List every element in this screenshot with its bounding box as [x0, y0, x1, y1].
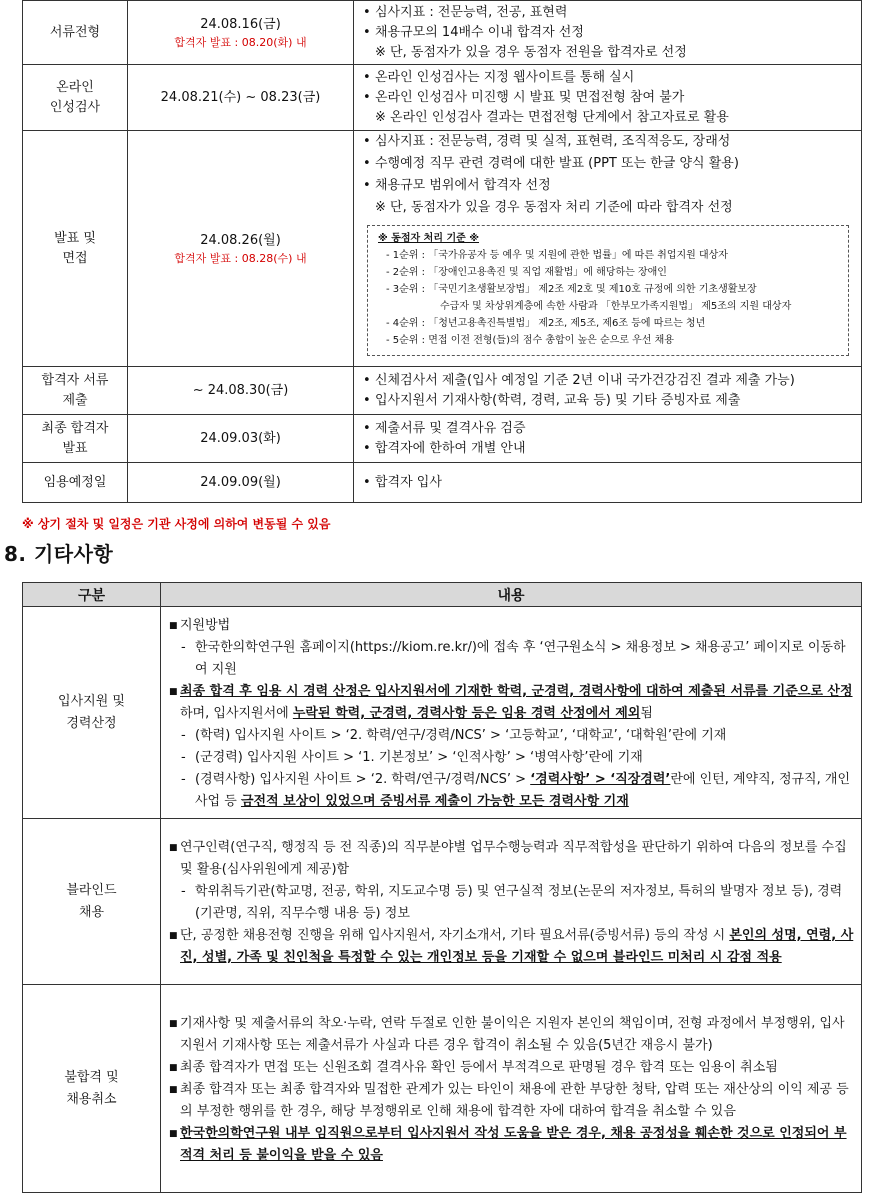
etc-category-label: 채용취소 — [66, 1091, 117, 1107]
tiebreak-line: - 1순위 : 「국가유공자 등 예우 및 지원에 관한 법률」에 따른 취업지원 대상자 — [386, 250, 728, 261]
stage-label: 최종 합격자 — [41, 420, 109, 436]
etc-item — [169, 1123, 855, 1167]
etc-subitem — [169, 881, 855, 925]
etc-item — [169, 925, 855, 969]
etc-header-row — [23, 583, 862, 607]
etc-content-cell — [161, 607, 862, 819]
date-text: 24.08.26(월) — [200, 232, 281, 248]
stage-label: 합격자 서류 — [41, 372, 109, 388]
stage-label: 면접 — [62, 250, 88, 266]
tiebreak-box — [367, 225, 849, 356]
detail-item: • 제출서류 및 결격사유 검증 — [361, 419, 861, 439]
tiebreak-line: 수급자 및 차상위계층에 속한 사람과 「한부모가족지원법」 제5조의 지원 대상자 — [440, 301, 792, 312]
etc-subitem — [169, 637, 855, 681]
detail-item: • 신체검사서 제출(입사 예정일 기준 2년 이내 국가건강검진 결과 제출 가능) — [361, 371, 861, 391]
stage-label: 임용예정일 — [43, 474, 107, 490]
body-text: 하며, 입사지원서에 — [180, 705, 293, 721]
body-text: 단, 공정한 채용전형 진행을 위해 입사지원서, 자기소개서, 기타 필요서류(증빙서류) 등의 작성 시 — [180, 927, 730, 943]
schedule-row — [23, 1, 862, 65]
stage-cell — [23, 131, 128, 367]
date-cell — [128, 367, 354, 415]
body-text: 지원방법 — [180, 617, 231, 633]
etc-item — [169, 1057, 855, 1079]
stage-label: 발표 및 — [54, 230, 96, 246]
stage-cell — [23, 65, 128, 131]
tiebreak-line: - 5순위 : 면접 이전 전형(들)의 점수 총합이 높은 순으로 우선 채용 — [386, 335, 674, 346]
date-cell — [128, 415, 354, 463]
date-cell — [128, 65, 354, 131]
date-cell — [128, 463, 354, 503]
detail-item: • 온라인 인성검사 미진행 시 발표 및 면접전형 참여 불가 — [361, 88, 861, 108]
announcement-note: 합격자 발표 : 08.20(화) 내 — [174, 35, 307, 49]
detail-list — [361, 68, 861, 128]
body-text: 최종 합격자 또는 최종 합격자와 밀접한 관계가 있는 타인이 채용에 관한 부당한 청탁, 압력 또는 재산상의 이익 제공 등의 부정한 행위를 한 경우, 해당 부정행위로 인해 채용에 합격한 자에 대하여 합격을 취소할 수 있음 — [180, 1081, 849, 1119]
detail-cell — [354, 65, 862, 131]
body-text: (군경력) 입사지원 사이트 > ‘1. 기본정보’ > ‘인적사항’ > ‘병역사항’란에 기재 — [195, 749, 643, 765]
date-text: 24.08.21(수) ~ 08.23(금) — [160, 89, 321, 105]
detail-item: • 채용규모 범위에서 합격자 선정 — [361, 175, 861, 197]
schedule-row — [23, 463, 862, 503]
tiebreak-title: ※ 동점자 처리 기준 ※ — [378, 233, 479, 244]
stage-label: 온라인 — [56, 79, 94, 95]
detail-cell — [354, 1, 862, 65]
detail-list — [361, 419, 861, 459]
detail-cell — [354, 131, 862, 367]
etc-item — [169, 615, 855, 637]
detail-list — [361, 473, 861, 493]
emphasis-text: 최종 합격 후 임용 시 경력 산정은 입사지원서에 기재한 학력, 군경력, 경력사항에 대하여 제출된 서류를 기준으로 산정 — [180, 683, 853, 699]
etc-category-label: 블라인드 — [66, 882, 117, 898]
etc-category-label: 채용 — [78, 904, 105, 920]
detail-list — [361, 3, 861, 63]
schedule-row — [23, 65, 862, 131]
body-text: (경력사항) 입사지원 사이트 > ‘2. 학력/연구/경력/NCS’ > — [195, 771, 531, 787]
detail-cell — [354, 367, 862, 415]
body-text: 됨 — [640, 705, 653, 721]
stage-label: 서류전형 — [49, 24, 101, 40]
etc-row — [23, 819, 862, 985]
etc-category-cell — [23, 607, 161, 819]
tiebreak-line: - 2순위 : 「장애인고용촉진 및 직업 재활법」에 해당하는 장애인 — [386, 267, 667, 278]
etc-item — [169, 1079, 855, 1123]
stage-cell — [23, 463, 128, 503]
detail-item: • 합격자에 한하여 개별 안내 — [361, 439, 861, 459]
etc-content-cell — [161, 985, 862, 1193]
body-text: 기재사항 및 제출서류의 착오·누락, 연락 두절로 인한 불이익은 지원자 본인의 책임이며, 전형 과정에서 부정행위, 입사지원서 기재사항 또는 제출서류가 사실과 다른 경우 합격이 취소될 수 있음(5년간 재응시 불가) — [180, 1015, 845, 1053]
etc-subitem — [169, 725, 855, 747]
body-text: 학위취득기관(학교명, 전공, 학위, 지도교수명 등) 및 연구실적 정보(논문의 저자정보, 특허의 발명자 정보 등), 경력(기관명, 직위, 직무수행 내용 등) 정보 — [195, 883, 843, 921]
date-text: 24.08.16(금) — [200, 16, 281, 32]
stage-cell — [23, 1, 128, 65]
detail-item: • 채용규모의 14배수 이내 합격자 선정 — [361, 23, 861, 43]
etc-row — [23, 985, 862, 1193]
stage-label: 제출 — [62, 392, 88, 408]
etc-subitem — [169, 747, 855, 769]
etc-category-cell — [23, 985, 161, 1193]
detail-note: ※ 단, 동점자가 있을 경우 동점자 전원을 합격자로 선정 — [375, 44, 687, 60]
detail-item: • 온라인 인성검사는 지정 웹사이트를 통해 실시 — [361, 68, 861, 88]
stage-label: 발표 — [62, 440, 88, 456]
etc-subitem — [169, 769, 855, 813]
body-text: 최종 합격자가 면접 또는 신원조회 결격사유 확인 등에서 부적격으로 판명될 경우 합격 또는 임용이 취소됨 — [180, 1059, 778, 1075]
detail-list — [361, 371, 861, 411]
date-cell — [128, 131, 354, 367]
etc-category-label: 경력산정 — [66, 715, 117, 731]
emphasis-text: 본인의 성명, 연령, 사진, 성별, 가족 및 친인척을 특정할 수 있는 개인정보 등을 기재할 수 없으며 블라인드 미처리 시 감점 적용 — [180, 927, 854, 965]
detail-item: • 심사지표 : 전문능력, 전공, 표현력 — [361, 3, 861, 23]
emphasis-text: 한국한의학연구원 내부 임직원으로부터 입사지원서 작성 도움을 받은 경우, 채용 공정성을 훼손한 것으로 인정되어 부적격 처리 등 불이익을 받을 수 있음 — [180, 1125, 847, 1163]
etc-header-content: 내용 — [161, 583, 862, 607]
detail-note: ※ 단, 동점자가 있을 경우 동점자 처리 기준에 따라 합격자 선정 — [375, 200, 733, 215]
detail-item: • 입사지원서 기재사항(학력, 경력, 교육 등) 및 기타 증빙자료 제출 — [361, 391, 861, 411]
etc-category-label: 입사지원 및 — [58, 693, 125, 709]
etc-item — [169, 1013, 855, 1057]
schedule-row — [23, 415, 862, 463]
stage-label: 인성검사 — [49, 99, 101, 115]
detail-cell — [354, 463, 862, 503]
tiebreak-line: - 4순위 : 「청년고용촉진특별법」 제2조, 제5조, 제6조 등에 따르는 청년 — [386, 318, 706, 329]
body-text: 한국한의학연구원 홈페이지(https://kiom.re.kr/)에 접속 후 ‘연구원소식 > 채용정보 > 채용공고’ 페이지로 이동하여 지원 — [195, 639, 846, 677]
emphasis-text: 금전적 보상이 있었으며 증빙서류 제출이 가능한 모든 경력사항 기재 — [240, 793, 629, 809]
schedule-row — [23, 131, 862, 367]
date-text: 24.09.09(월) — [200, 474, 281, 490]
etc-table — [22, 582, 862, 1193]
section-title: 8. 기타사항 — [4, 542, 114, 566]
detail-item: • 합격자 입사 — [361, 473, 861, 493]
emphasis-text: 누락된 학력, 군경력, 경력사항 등은 임용 경력 산정에서 제외 — [292, 705, 641, 721]
etc-header-category: 구분 — [23, 583, 161, 607]
announcement-note: 합격자 발표 : 08.28(수) 내 — [174, 251, 307, 265]
date-text: ~ 24.08.30(금) — [192, 382, 289, 398]
detail-item: • 수행예정 직무 관련 경력에 대한 발표 (PPT 또는 한글 양식 활용) — [361, 153, 861, 175]
schedule-note: ※ 상기 절차 및 일정은 기관 사정에 의하여 변동될 수 있음 — [22, 517, 331, 531]
tiebreak-line: - 3순위 : 「국민기초생활보장법」 제2조 제2호 및 제10호 규정에 의한 기초생활보장 — [386, 284, 757, 295]
etc-row — [23, 607, 862, 819]
detail-cell — [354, 415, 862, 463]
body-text: 연구인력(연구직, 행정직 등 전 직종)의 직무분야별 업무수행능력과 직무적합성을 판단하기 위하여 다음의 정보를 수집 및 활용(심사위원에게 제공)함 — [180, 839, 847, 877]
stage-cell — [23, 367, 128, 415]
body-text: (학력) 입사지원 사이트 > ‘2. 학력/연구/경력/NCS’ > ‘고등학교’, ‘대학교’, ‘대학원’란에 기재 — [195, 727, 727, 743]
date-cell — [128, 1, 354, 65]
etc-category-label: 불합격 및 — [64, 1069, 119, 1085]
schedule-row — [23, 367, 862, 415]
schedule-table — [22, 0, 862, 503]
body-text: 란에 인턴, 계약직, 정규직, 개인사업 등 — [195, 771, 850, 809]
date-text: 24.09.03(화) — [200, 430, 281, 446]
detail-item: • 심사지표 : 전문능력, 경력 및 실적, 표현력, 조직적응도, 장래성 — [361, 131, 861, 153]
stage-cell — [23, 415, 128, 463]
etc-content-cell — [161, 819, 862, 985]
detail-list — [361, 131, 861, 219]
emphasis-text: ‘경력사항’ > ‘직장경력’ — [530, 771, 671, 787]
etc-item — [169, 837, 855, 881]
etc-item — [169, 681, 855, 725]
detail-note: ※ 온라인 인성검사 결과는 면접전형 단계에서 참고자료로 활용 — [375, 109, 729, 125]
etc-category-cell — [23, 819, 161, 985]
